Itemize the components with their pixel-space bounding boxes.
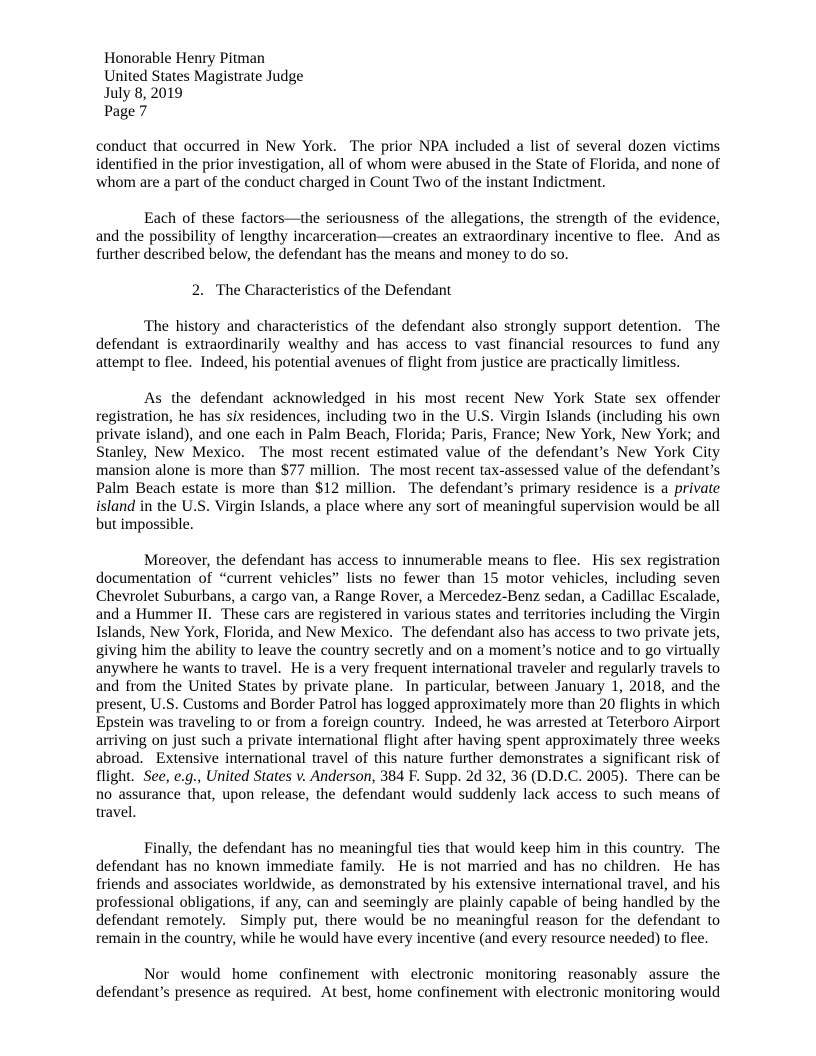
text-segment: , 384 F. Supp. 2d 32, 36 (D.D.C. 2005). There can be no assurance that, upon release, the defendant would suddenly lack access to such means of travel. [96,768,724,822]
section-heading: 2. The Characteristics of the Defendant [192,282,452,300]
text-segment: , [197,768,206,786]
case-name: United States v. Anderson [205,768,372,786]
italic-text: six [226,408,245,426]
addressee-title: United States Magistrate Judge [104,67,304,85]
letter-date: July 8, 2019 [104,85,183,103]
text-segment: Moreover, the defendant has access to innumerable means to flee. His sex registration documentation of “current vehicles” lists no fewer than 15 motor vehicles, including seven Chevrolet Suburbans, a cargo van, a Range Rover, a Mercedez-Benz sedan, a Cadillac Escalade, and a Hummer II. These cars are registered in various states and territories including the Virgin Islands, New York, Florida, and New Mexico. The defendant also has access to two private jets, giving him the ability to leave the country secretly and on a moment’s notice and to go virtually anywhere he wants to travel. He is a very frequent international traveler and regularly travels to and from the United States by private plane. In particular, between January 1, 2018, and the present, U.S. Customs and Border Patrol has logged approximately more than 20 flights in which Epstein was traveling to or from a foreign country. Indeed, he was arrested at Teterboro Airport arriving on just such a private international flight after having spent approximately three weeks abroad. Extensive international travel of this nature further demonstrates a significant risk of flight. [96,552,724,786]
text-segment: , [165,768,175,786]
citation-signal: See [143,768,166,786]
paragraph-3: The history and characteristics of the defendant also strongly support detention. The defendant is extraordinarily wealthy and has access to vast financial resources to fund any attempt to flee. Indeed, his potential avenues of flight from justice are practically limitless. [96,318,724,372]
paragraph-1: conduct that occurred in New York. The prior NPA included a list of several dozen victims identified in the prior investigation, all of whom were abused in the State of Florida, and none of whom are a part of the conduct charged in Count Two of the instant Indictment. [96,138,724,192]
paragraph-7: Nor would home confinement with electronic monitoring reasonably assure the defendant’s presence as required. At best, home confinement with electronic monitoring would [96,966,724,1002]
paragraph-4 [96,390,724,534]
document-page [96,50,724,1002]
text-segment: residences, including two in the U.S. Virgin Islands (including his own private island), and one each in Palm Beach, Florida; Paris, France; New York, New York; and Stanley, New Mexico. The most recent estimated value of the defendant’s New York City mansion alone is more than $77 million. The most recent tax-assessed value of the defendant’s Palm Beach estate is more than $12 million. The defendant’s primary residence is a [96,408,724,498]
paragraph-6: Finally, the defendant has no meaningful ties that would keep him in this country. The defendant has no known immediate family. He is not married and has no children. He has friends and associates worldwide, as demonstrated by his extensive international travel, and his professional obligations, if any, can and seemingly are plainly capable of being handled by the defendant remotely. Simply put, there would be no meaningful reason for the defendant to remain in the country, while he would have every incentive (and every resource needed) to flee. [96,840,724,948]
paragraph-2: Each of these factors—the seriousness of the allegations, the strength of the evidence, and the possibility of lengthy incarceration—creates an extraordinary incentive to flee. And as further described below, the defendant has the means and money to do so. [96,210,724,264]
addressee: Honorable Henry Pitman [104,50,265,67]
letter-header [104,50,720,120]
page-number: Page 7 [104,102,148,120]
italic-text: private island [96,480,724,516]
text-segment: in the U.S. Virgin Islands, a place where any sort of meaningful supervision would be all but impossible. [96,498,724,534]
text-segment: As the defendant acknowledged in his most recent New York State sex offender registration, he has [96,390,724,426]
citation-signal: e.g. [174,768,198,786]
paragraph-5 [96,552,724,822]
